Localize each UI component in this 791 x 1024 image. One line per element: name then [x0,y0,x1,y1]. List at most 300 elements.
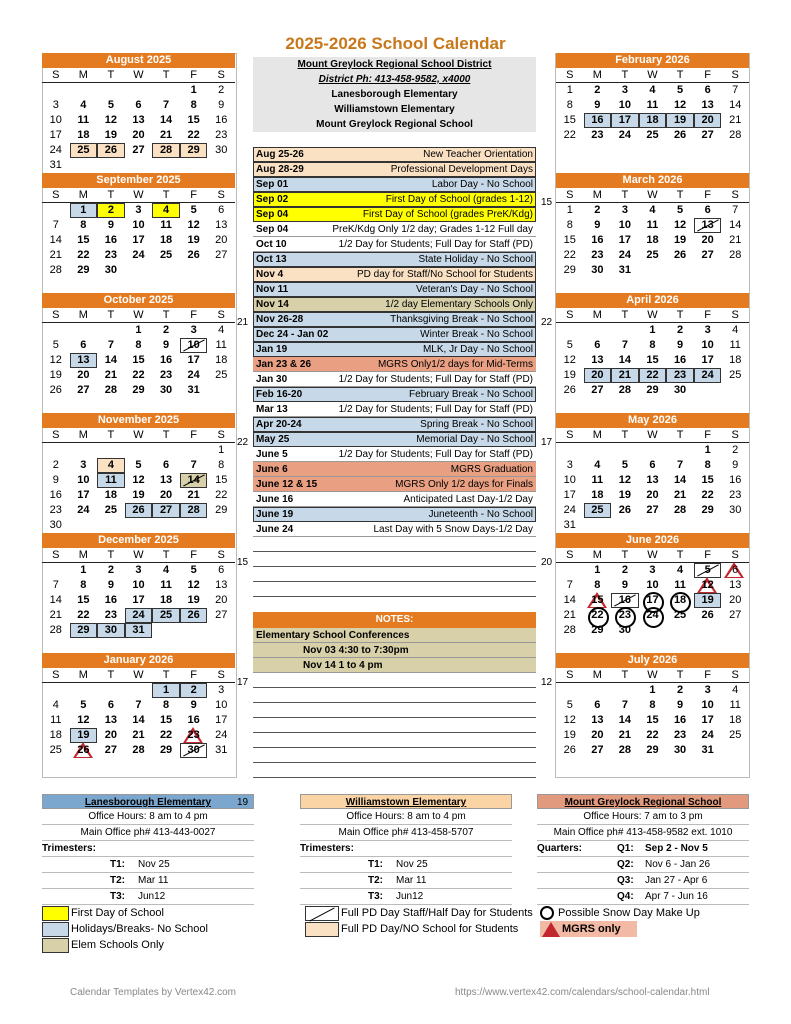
month-january-2026 [42,653,235,758]
calendar-day: 5 [621,459,628,471]
calendar-day: 10 [646,579,659,591]
calendar-day: 7 [621,699,628,711]
calendar-day: 17 [701,714,714,726]
period-label: Trimesters: [300,841,512,857]
calendar-day: 15 [77,594,90,606]
calendar-day: 15 [187,114,200,126]
school-info: Office Hours: 8 am to 4 pm [42,809,254,825]
empty-day [125,683,153,698]
calendar-day: 1 [152,683,180,698]
legend-snow-day: Possible Snow Day Make Up [540,905,700,921]
event-text: State Holiday - No School [418,254,533,265]
weekday-label: W [647,69,658,81]
calendar-day: 23 [729,489,742,501]
calendar-day: 18 [646,234,659,246]
weekday-label: T [162,69,170,81]
calendar-day: 7 [52,219,59,231]
calendar-day: 4 [52,699,59,711]
calendar-day: 12 [132,474,145,486]
calendar-day: 9 [677,699,684,711]
calendar-day: 26 [673,249,687,261]
weekday-label: T [676,669,684,681]
school-name-3: Mount Greylock Regional School [316,119,473,130]
month-december-2025 [42,533,235,638]
calendar-day: 26 [70,743,98,758]
calendar-day: 13 [646,474,659,486]
weekday-header [556,548,749,563]
calendar-day: 21 [49,609,62,621]
event-row [253,507,536,522]
weekday-label: M [592,69,602,81]
calendar-day: 15 [159,714,173,726]
district-info [253,57,536,132]
weekday-label: F [704,309,711,321]
calendar-day: 29 [77,264,90,276]
calendar-day: 16 [673,354,687,366]
event-date: Jan 30 [256,374,288,385]
calendar-day: 2 [97,203,125,218]
calendar-day: 12 [187,219,200,231]
month-header: August 2025 [42,53,235,68]
calendar-day: 11 [215,339,227,351]
event-row [253,462,536,477]
calendar-day: 1 [704,444,711,456]
calendar-day: 10 [180,338,208,353]
calendar-day: 11 [646,99,659,111]
period-row: T1: Nov 25 [300,857,512,873]
calendar-day: 9 [107,579,114,591]
event-row [253,252,536,267]
calendar-day: 23 [666,368,694,383]
calendar-day: 2 [594,204,601,216]
calendar-day: 25 [729,369,742,381]
empty-day [666,443,694,458]
calendar-day: 1 [135,324,142,336]
calendar-day: 20 [591,729,604,741]
weekday-label: W [647,429,658,441]
empty-day [125,443,153,458]
event-row [253,297,536,312]
calendar-day: 3 [621,84,628,96]
calendar-day: 13 [729,579,742,591]
calendar-day: 22 [215,489,228,501]
calendar-day: 5 [135,459,142,471]
weekday-label: T [162,549,170,561]
weekday-label: M [78,669,88,681]
calendar-day: 22 [584,608,612,623]
calendar-day: 24 [215,729,228,741]
calendar-day: 10 [701,339,714,351]
calendar-day: 4 [97,458,125,473]
calendar-day: 5 [694,563,722,578]
calendar-day: 10 [49,114,62,126]
weekday-label: F [190,69,197,81]
event-date: Apr 20-24 [256,419,302,430]
empty-day [97,443,125,458]
calendar-day: 3 [649,564,656,576]
weekday-label: M [592,669,602,681]
empty-day [152,443,180,458]
event-text: MGRS Only 1/2 days for Finals [395,479,533,490]
school-mount-greylock [537,794,749,905]
calendar-day: 7 [732,84,739,96]
empty-day [611,683,639,698]
day-grid [42,683,235,758]
calendar-day: 21 [618,729,632,741]
event-date: June 6 [256,464,288,475]
calendar-day: 9 [107,219,114,231]
calendar-day: 12 [673,219,687,231]
event-date: Aug 25-26 [256,149,304,160]
calendar-day: 7 [677,459,684,471]
period-row: Q3: Jan 27 - Apr 6 [537,873,749,889]
empty-day [42,203,70,218]
weekday-label: F [190,309,197,321]
event-date: Oct 13 [256,254,287,265]
calendar-day: 23 [673,729,687,741]
event-text: MLK, Jr Day - No School [422,344,533,355]
district-name: Mount Greylock Regional School District [297,59,492,70]
event-date: Jan 19 [256,344,288,355]
month-june-2026 [556,533,749,638]
event-text: Labor Day - No School [431,179,533,190]
weekday-label: W [133,429,144,441]
period-label: Quarters: Q1: Sep 2 - Nov 5 [537,841,749,857]
calendar-day: 16 [159,354,173,366]
weekday-label: W [647,189,658,201]
calendar-day: 20 [701,234,714,246]
weekday-label: T [107,549,115,561]
event-text: PD day for Staff/No School for Students [356,269,533,280]
month-header: March 2026 [556,173,749,188]
calendar-day: 23 [611,608,639,623]
calendar-day: 29 [646,744,659,756]
calendar-day: 17 [132,594,145,606]
calendar-day: 21 [673,489,687,501]
weekday-label: M [592,549,602,561]
notes-section [253,612,536,778]
event-date: Sep 01 [256,179,289,190]
period-row: T1: Nov 25 [42,857,254,873]
weekday-header [556,68,749,83]
calendar-day: 24 [618,129,632,141]
calendar-day: 28 [618,384,632,396]
calendar-day: 19 [104,129,118,141]
calendar-day: 22 [187,129,200,141]
weekday-label: M [592,429,602,441]
weekday-label: T [676,309,684,321]
legend-first-day: First Day of School [42,905,164,921]
empty-day [70,83,98,98]
weekday-label: W [133,309,144,321]
calendar-day: 7 [732,204,739,216]
event-date: June 5 [256,449,288,460]
weekday-label: W [133,189,144,201]
calendar-day: 24 [618,249,632,261]
calendar-day: 9 [594,219,601,231]
calendar-day: 3 [80,459,87,471]
calendar-day: 15 [646,714,659,726]
event-text: Winter Break - No School [420,329,533,340]
school-header: Mount Greylock Regional School [537,794,749,809]
calendar-day: 20 [646,489,659,501]
period-label: Trimesters: [42,841,254,857]
event-date: Nov 26-28 [256,314,304,325]
calendar-day: 20 [159,489,173,501]
calendar-day: 4 [732,684,739,696]
school-header: Lanesborough Elementary [42,794,254,809]
weekday-label: M [592,309,602,321]
period-row: T2: Mar 11 [300,873,512,889]
calendar-day: 14 [618,714,632,726]
calendar-day: 24 [77,504,90,516]
footer-right: https://www.vertex42.com/calendars/school-calendar.html [455,987,710,998]
calendar-day: 25 [104,504,118,516]
weekday-label: S [566,69,574,81]
calendar-day: 11 [729,339,741,351]
calendar-day: 3 [218,684,225,696]
weekday-label: F [190,429,197,441]
calendar-day: 12 [104,114,118,126]
calendar-day: 5 [190,564,197,576]
empty-day [152,83,180,98]
calendar-day: 10 [618,99,632,111]
calendar-day: 29 [215,504,228,516]
calendar-day: 24 [132,249,145,261]
calendar-day: 27 [132,144,145,156]
calendar-day: 23 [591,249,604,261]
day-grid [556,563,749,638]
calendar-day: 15 [701,474,714,486]
calendar-day: 28 [180,503,208,518]
calendar-day: 18 [159,594,173,606]
calendar-day: 21 [49,249,62,261]
calendar-day: 31 [49,159,62,171]
school-williamstown [300,794,512,905]
calendar-day: 27 [591,384,604,396]
calendar-day: 8 [80,579,87,591]
calendar-day: 22 [563,249,576,261]
weekday-label: S [731,669,739,681]
calendar-day: 8 [704,459,711,471]
empty-day [42,683,70,698]
calendar-day: 18 [49,729,62,741]
event-row [253,312,536,327]
school-days-count: 19 [237,797,249,808]
weekday-header [42,548,235,563]
calendar-day: 20 [694,113,722,128]
calendar-day: 3 [621,204,628,216]
calendar-day: 21 [563,609,576,621]
empty-day [42,443,70,458]
day-grid [42,83,235,173]
legend-pd-no-school: Full PD Day/NO School for Students [305,921,518,937]
calendar-day: 19 [618,489,632,501]
calendar-day: 25 [584,503,612,518]
weekday-label: F [190,549,197,561]
school-days-count: 22 [237,437,249,448]
calendar-day: 12 [187,579,200,591]
event-text: First Day of School (grades 1-12) [385,194,533,205]
notes-header: NOTES: [253,612,536,628]
weekday-header [42,668,235,683]
empty-day [584,443,612,458]
calendar-day: 8 [80,219,87,231]
empty-day [556,323,584,338]
calendar-day: 7 [190,459,197,471]
calendar-day: 5 [677,204,684,216]
calendar-day: 19 [694,593,722,608]
calendar-day: 8 [649,699,656,711]
calendar-day: 27 [729,609,742,621]
calendar-day: 31 [187,384,200,396]
event-text: New Teacher Orientation [423,149,533,160]
calendar-day: 14 [49,234,62,246]
calendar-day: 22 [639,368,667,383]
calendar-day: 13 [591,714,604,726]
empty-day [556,563,584,578]
calendar-day: 20 [132,129,145,141]
calendar-day: 18 [639,113,667,128]
calendar-day: 17 [49,129,62,141]
empty-day [97,323,125,338]
weekday-label: T [621,669,629,681]
legend-holidays: Holidays/Breaks- No School [42,921,208,937]
calendar-day: 10 [563,474,576,486]
event-row [253,387,536,402]
calendar-day: 19 [563,729,576,741]
calendar-day: 23 [591,129,604,141]
weekday-header [42,68,235,83]
calendar-day: 16 [215,114,228,126]
school-header: Williamstown Elementary [300,794,512,809]
calendar-day: 18 [729,714,742,726]
weekday-header [42,188,235,203]
day-grid [42,443,235,533]
event-date: May 25 [256,434,290,445]
calendar-day: 22 [77,609,90,621]
calendar-day: 26 [187,249,200,261]
event-date: Nov 14 [256,299,289,310]
empty-day [180,443,208,458]
weekday-label: S [731,429,739,441]
calendar-day: 6 [721,563,749,578]
event-row [253,372,536,387]
event-row [253,342,536,357]
event-date: Sep 04 [256,209,289,220]
empty-day [639,443,667,458]
calendar-day: 21 [104,369,118,381]
calendar-day: 18 [591,489,604,501]
calendar-day: 28 [49,624,62,636]
calendar-day: 5 [80,699,87,711]
calendar-day: 10 [701,699,714,711]
calendar-day: 25 [673,609,687,621]
calendar-day: 13 [591,354,604,366]
calendar-day: 12 [694,578,722,593]
weekday-label: S [566,669,574,681]
calendar-day: 29 [591,624,604,636]
calendar-day: 26 [618,504,632,516]
calendar-day: 13 [70,353,98,368]
calendar-day: 1 [649,324,656,336]
calendar-day: 14 [104,354,118,366]
school-days-count: 17 [541,437,553,448]
event-text: 1/2 Day for Students; Full Day for Staff (PD) [338,239,533,250]
calendar-day: 4 [732,324,739,336]
event-row [253,402,536,417]
event-date: June 12 & 15 [256,479,318,490]
event-row [253,432,536,447]
calendar-day: 25 [646,129,659,141]
period-row: T2: Mar 11 [42,873,254,889]
calendar-day: 25 [70,143,98,158]
calendar-day: 15 [77,234,90,246]
page-title: 2025-2026 School Calendar [285,34,506,53]
calendar-day: 31 [563,519,576,531]
calendar-day: 18 [666,593,694,608]
calendar-day: 16 [49,489,62,501]
calendar-day: 6 [218,564,225,576]
month-header: November 2025 [42,413,235,428]
weekday-label: S [52,309,60,321]
calendar-day: 1 [566,84,573,96]
calendar-day: 12 [563,354,576,366]
calendar-day: 24 [49,144,62,156]
calendar-day: 14 [563,594,576,606]
weekday-label: M [78,69,88,81]
event-row [253,327,536,342]
event-date: June 19 [256,509,294,520]
calendar-day: 15 [215,474,228,486]
calendar-day: 17 [639,593,667,608]
circle-icon [540,906,554,920]
calendar-day: 16 [584,113,612,128]
event-text: Memorial Day - No School [416,434,533,445]
calendar-day: 11 [50,714,62,726]
calendar-day: 2 [677,684,684,696]
day-grid [42,563,235,638]
event-text: Thanksgiving Break - No School [390,314,533,325]
calendar-day: 17 [563,489,576,501]
calendar-day: 11 [97,473,125,488]
event-text: Juneteenth - No School [428,509,533,520]
school-days-count: 20 [541,557,553,568]
empty-day [42,563,70,578]
calendar-day: 14 [159,114,173,126]
calendar-day: 25 [152,608,180,623]
calendar-day: 9 [621,579,628,591]
period-row: T3: Jun12 [42,889,254,905]
calendar-day: 28 [152,143,180,158]
calendar-day: 25 [646,249,659,261]
calendar-day: 22 [159,729,173,741]
calendar-day: 9 [677,339,684,351]
calendar-day: 7 [621,339,628,351]
calendar-day: 17 [701,354,714,366]
calendar-day: 13 [159,474,173,486]
calendar-day: 14 [132,714,145,726]
calendar-day: 6 [163,459,170,471]
event-text: Spring Break - No School [420,419,533,430]
calendar-day: 19 [187,594,200,606]
calendar-day: 28 [729,249,742,261]
event-row [253,282,536,297]
calendar-day: 17 [215,714,228,726]
calendar-day: 22 [563,129,576,141]
calendar-day: 29 [159,744,173,756]
event-blank-lines [253,537,536,597]
